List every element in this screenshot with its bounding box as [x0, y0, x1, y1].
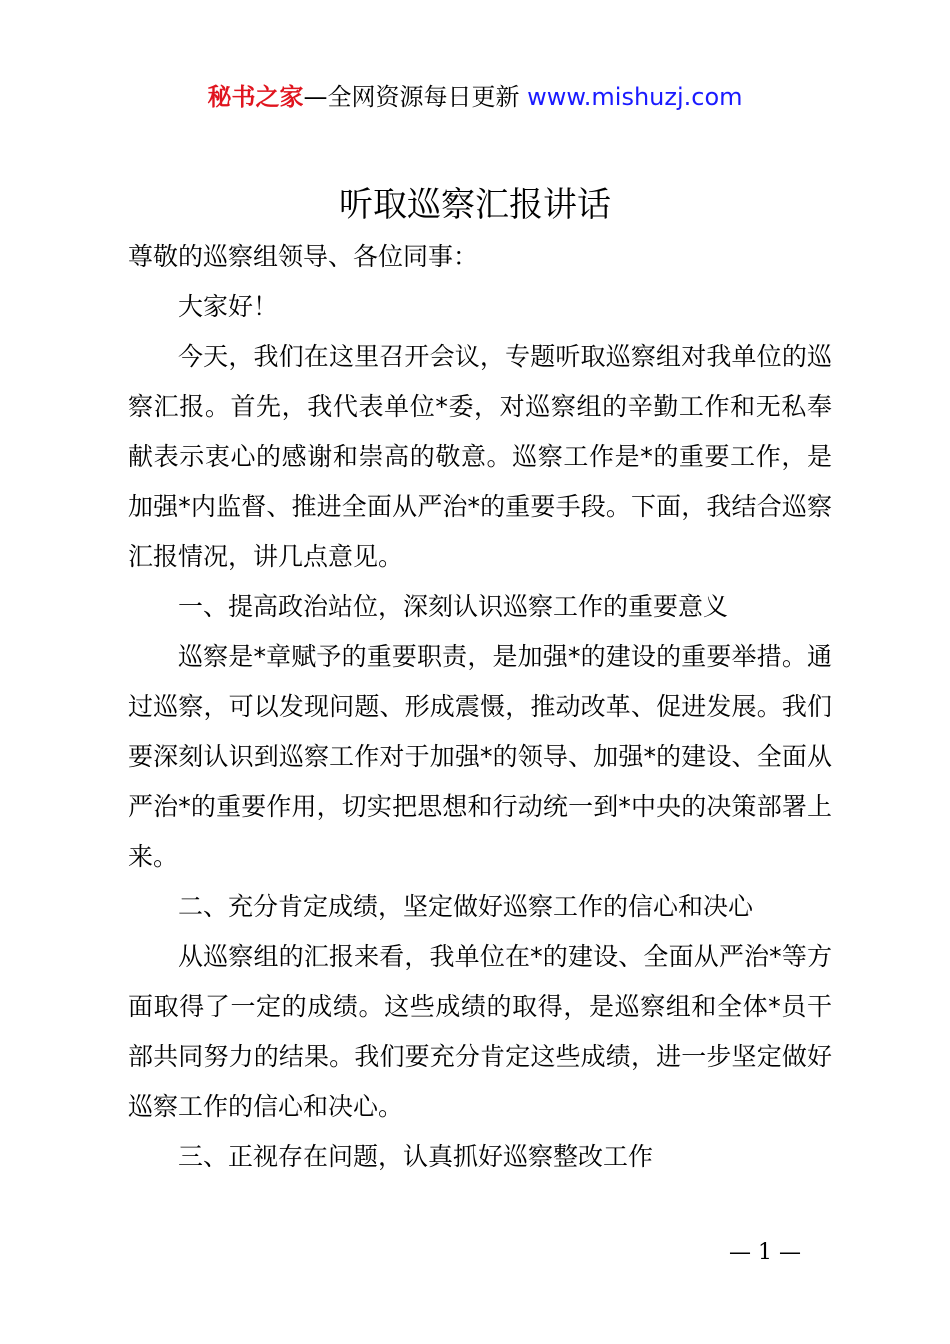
header-tagline: —全网资源每日更新	[303, 83, 520, 111]
paragraph-intro: 今天，我们在这里召开会议，专题听取巡察组对我单位的巡察汇报。首先，我代表单位*委，对巡察组的辛勤工作和无私奉献表示衷心的感谢和崇高的敬意。巡察工作是*的重要工作，是加强*内监督、推进全面从严治*的重要手段。下面，我结合巡察汇报情况，讲几点意见。	[128, 342, 832, 571]
section-heading-2: 二、充分肯定成绩，坚定做好巡察工作的信心和决心	[178, 892, 754, 921]
section-heading-3: 三、正视存在问题，认真抓好巡察整改工作	[178, 1142, 654, 1171]
page-number: — 1 —	[729, 1240, 801, 1265]
greeting: 大家好！	[178, 292, 279, 321]
site-header	[0, 80, 950, 114]
paragraph-section-1: 巡察是*章赋予的重要职责，是加强*的建设的重要举措。通过巡察，可以发现问题、形成震慑，推动改革、促进发展。我们要深刻认识到巡察工作对于加强*的领导、加强*的建设、全面从严治*的重要作用，切实把思想和行动统一到*中央的决策部署上来。	[128, 642, 832, 871]
brand-name: 秘书之家	[207, 83, 304, 111]
paragraph-section-2: 从巡察组的汇报来看，我单位在*的建设、全面从严治*等方面取得了一定的成绩。这些成绩的取得，是巡察组和全体*员干部共同努力的结果。我们要充分肯定这些成绩，进一步坚定做好巡察工作的信心和决心。	[128, 942, 832, 1121]
section-heading-1: 一、提高政治站位，深刻认识巡察工作的重要意义	[178, 592, 729, 621]
salutation: 尊敬的巡察组领导、各位同事：	[128, 242, 479, 271]
site-url-link[interactable]: www.mishuzj.com	[527, 83, 743, 111]
document-title: 听取巡察汇报讲话	[339, 185, 611, 225]
document-body	[128, 232, 832, 1182]
